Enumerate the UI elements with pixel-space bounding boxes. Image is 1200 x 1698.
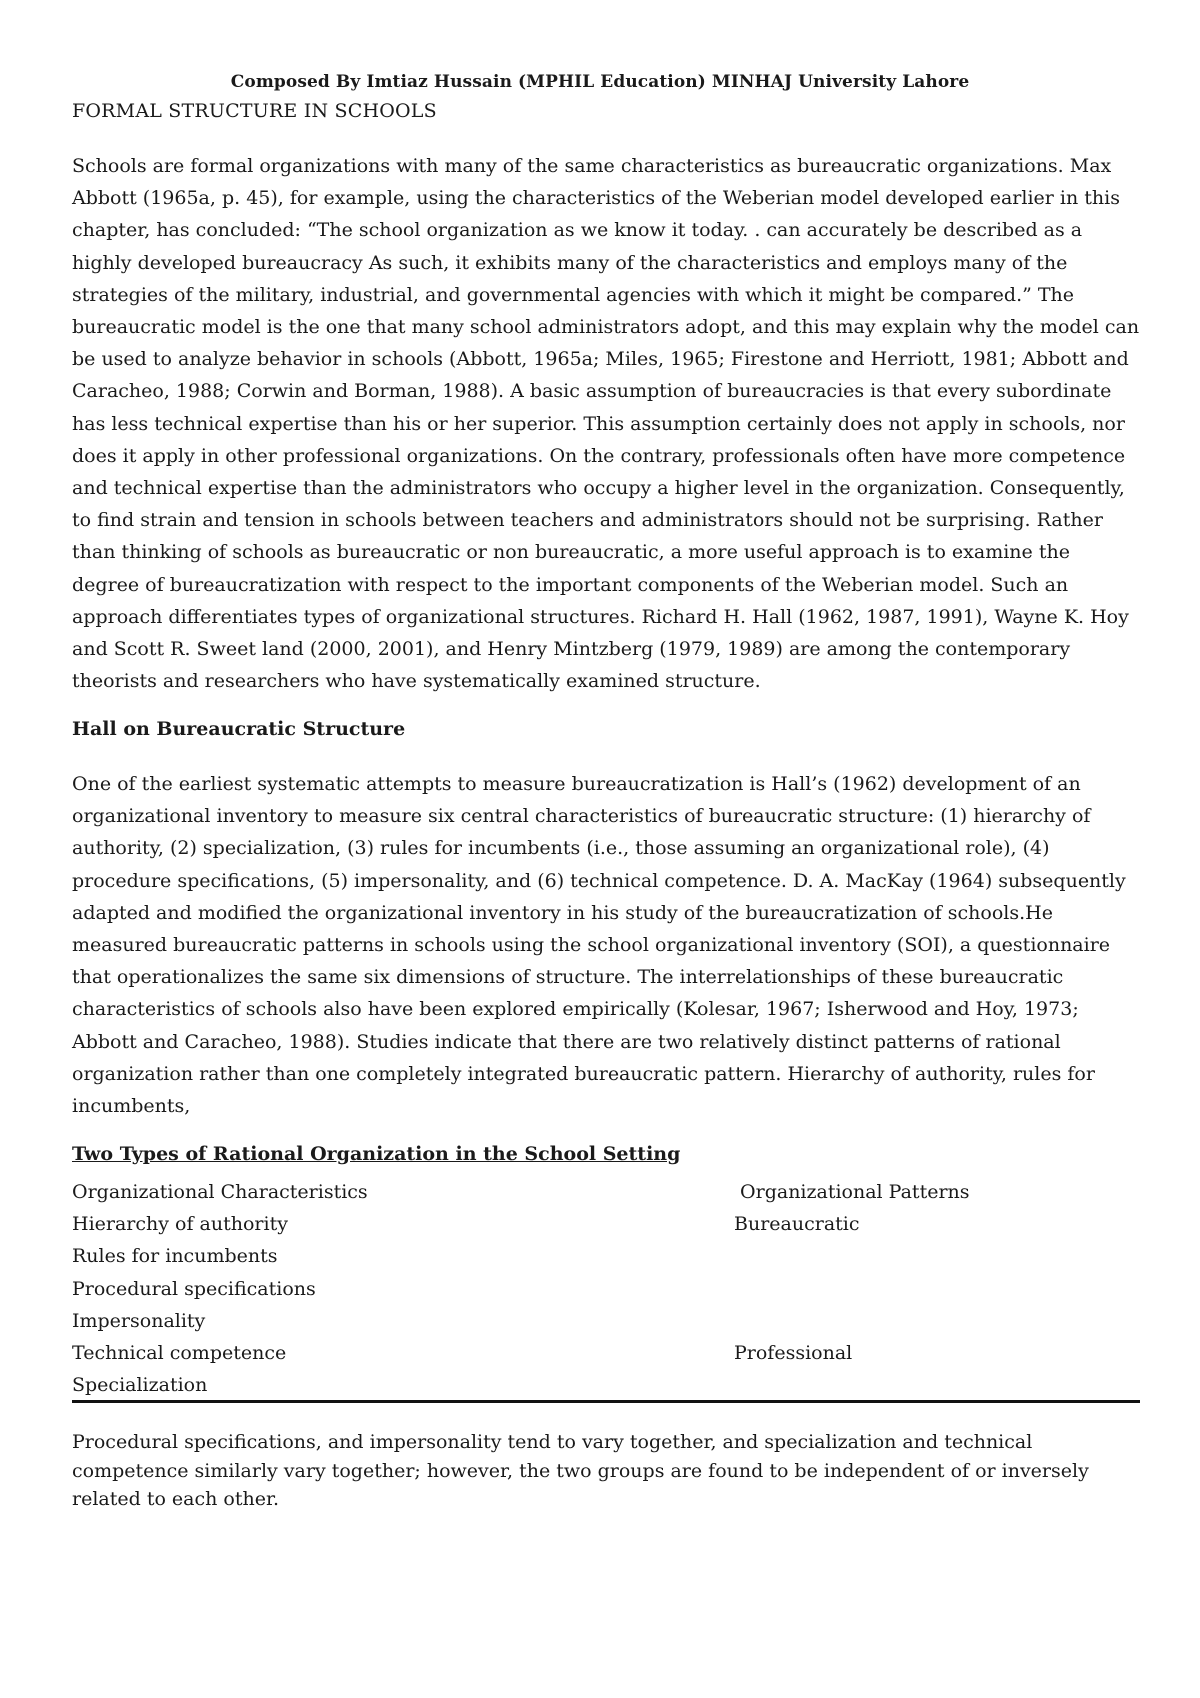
table-header-characteristics: Organizational Characteristics bbox=[72, 1181, 368, 1203]
table-bottom-rule bbox=[72, 1400, 1140, 1403]
page-title: FORMAL STRUCTURE IN SCHOOLS bbox=[72, 100, 437, 122]
table-row bbox=[72, 1240, 1140, 1272]
table-cell-pattern: Professional bbox=[734, 1341, 853, 1364]
table-header-row bbox=[72, 1176, 1140, 1208]
closing-paragraph: Procedural specifications, and impersonality tend to vary together, and specialization and technical competence similarly vary together; however, the two groups are found to be independent of or inversely related to each other. bbox=[72, 1431, 1089, 1510]
composer-header: Composed By Imtiaz Hussain (MPHIL Education) MINHAJ University Lahore bbox=[230, 72, 970, 92]
table-header-patterns: Organizational Patterns bbox=[734, 1181, 970, 1203]
table-cell-characteristic: Impersonality bbox=[72, 1309, 206, 1332]
hall-paragraph: One of the earliest systematic attempts to measure bureaucratization is Hall’s (1962) development of an organizational inventory to measure six central characteristics of bureaucratic structure: (1) hierarchy of authority, (2) specialization, (3) rules for incumbents (i.e., those assuming an organizational role), (4) procedure specifications, (5) impersonality, and (6) technical competence. D. A. MacKay (1964) subsequently adapted and modified the organizational inventory in his study of the bureaucratization of schools.He measured bureaucratic patterns in schools using the school organizational inventory (SOI), a questionnaire that operationalizes the same six dimensions of structure. The interrelationships of these bureaucratic characteristics of schools also have been explored empirically (Kolesar, 1967; Isherwood and Hoy, 1973; Abbott and Caracheo, 1988). Studies indicate that there are two relatively distinct patterns of rational organization rather than one completely integrated bureaucratic pattern. Hierarchy of authority, rules for incumbents, bbox=[72, 773, 1126, 1118]
table-cell-characteristic: Procedural specifications bbox=[72, 1277, 316, 1300]
table-cell-pattern: Bureaucratic bbox=[734, 1213, 860, 1236]
table-title: Two Types of Rational Organization in the School Setting bbox=[72, 1143, 681, 1165]
table-row bbox=[72, 1208, 1140, 1240]
table-row bbox=[72, 1273, 1140, 1305]
table-row bbox=[72, 1305, 1140, 1337]
table-row bbox=[72, 1337, 1140, 1369]
organization-table bbox=[72, 1176, 1140, 1401]
intro-paragraph: Schools are formal organizations with many of the same characteristics as bureaucratic organizations. Max Abbott (1965a, p. 45), for example, using the characteristics of the Weberian model developed earlier in this chapter, has concluded: “The school organization as we know it today. . can accurately be described as a highly developed bureaucracy As such, it exhibits many of the characteristics and employs many of the strategies of the military, industrial, and governmental agencies with which it might be compared.” The bureaucratic model is the one that many school administrators adopt, and this may explain why the model can be used to analyze behavior in schools (Abbott, 1965a; Miles, 1965; Firestone and Herriott, 1981; Abbott and Caracheo, 1988; Corwin and Borman, 1988). A basic assumption of bureaucracies is that every subordinate has less technical expertise than his or her superior. This assumption certainly does not apply in schools, nor does it apply in other professional organizations. On the contrary, professionals often have more competence and technical expertise than the administrators who occupy a higher level in the organization. Consequently, to find strain and tension in schools between teachers and administrators should not be surprising. Rather than thinking of schools as bureaucratic or non bureaucratic, a more useful approach is to examine the degree of bureaucratization with respect to the important components of the Weberian model. Such an approach differentiates types of organizational structures. Richard H. Hall (1962, 1987, 1991), Wayne K. Hoy and Scott R. Sweet land (2000, 2001), and Henry Mintzberg (1979, 1989) are among the contemporary theorists and researchers who have systematically examined structure. bbox=[72, 155, 1140, 693]
table-cell-characteristic: Rules for incumbents bbox=[72, 1245, 278, 1268]
table-cell-characteristic: Hierarchy of authority bbox=[72, 1213, 288, 1236]
section-heading-hall: Hall on Bureaucratic Structure bbox=[72, 718, 406, 740]
table-row bbox=[72, 1369, 1140, 1401]
table-cell-characteristic: Specialization bbox=[72, 1374, 208, 1397]
table-cell-characteristic: Technical competence bbox=[72, 1341, 287, 1364]
